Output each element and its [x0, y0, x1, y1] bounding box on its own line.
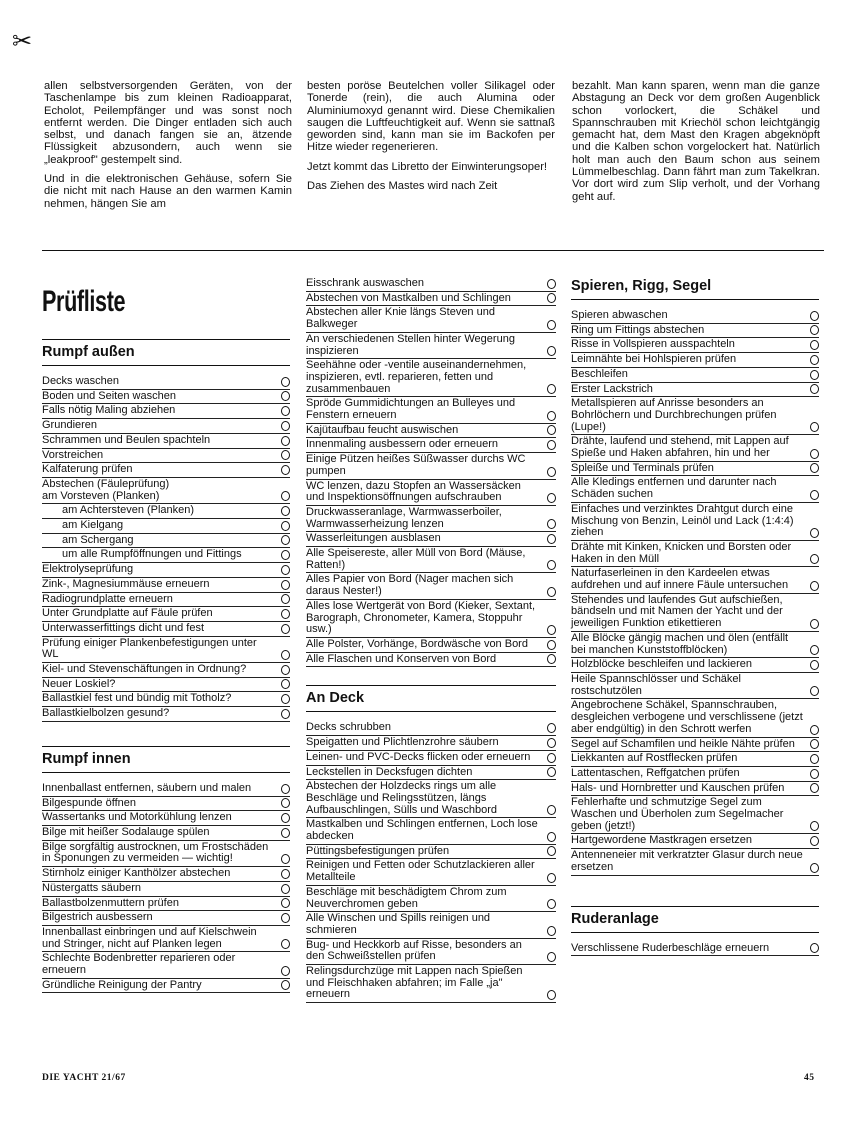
checklist-item-label: Heile Spannschlösser und Schäkel rostschutzölen: [571, 672, 741, 697]
circle-checkbox-icon[interactable]: [547, 411, 556, 421]
checklist-item[interactable]: [42, 678, 290, 693]
checklist-item[interactable]: [306, 886, 556, 912]
checklist-item[interactable]: [571, 324, 819, 339]
circle-checkbox-icon[interactable]: [281, 709, 290, 719]
checklist-item[interactable]: [42, 797, 290, 812]
circle-checkbox-icon[interactable]: [547, 926, 556, 936]
checklist-column-3: [571, 270, 819, 956]
checklist-item-label: Boden und Seiten waschen: [42, 389, 176, 402]
circle-checkbox-icon[interactable]: [281, 913, 290, 923]
checklist-item[interactable]: [42, 867, 290, 882]
circle-checkbox-icon[interactable]: [810, 311, 819, 321]
checklist-item[interactable]: [306, 547, 556, 573]
checklist-item-label: Kajütaufbau feucht auswischen: [306, 423, 459, 436]
checklist-item-label: Schrammen und Beulen spachteln: [42, 433, 211, 446]
checklist-item[interactable]: [306, 859, 556, 885]
checklist-item[interactable]: [571, 397, 819, 435]
prose-column-1: [44, 80, 292, 217]
checklist-item-label: Stehendes und laufendes Gut aufschießen, bändseln und mit Namen der Yacht und der jeweiligen Funktion etikettieren: [571, 593, 783, 630]
checklist-item-label: Gründliche Reinigung der Pantry: [42, 978, 202, 991]
circle-checkbox-icon[interactable]: [281, 854, 290, 864]
section-title-rumpf-innen: Rumpf innen: [42, 747, 290, 773]
circle-checkbox-icon[interactable]: [281, 624, 290, 634]
checklist-item[interactable]: [571, 849, 819, 875]
checklist-item[interactable]: [42, 979, 290, 994]
circle-checkbox-icon[interactable]: [281, 465, 290, 475]
checklist-item-label: Lattentaschen, Reffgatchen prüfen: [571, 766, 740, 779]
checklist-item-label: Eisschrank auswaschen: [306, 277, 425, 289]
checklist-item-label: Mastkalben und Schlingen entfernen, Loch lose abdecken: [306, 818, 538, 843]
checklist-item[interactable]: [42, 637, 290, 663]
checklist-item[interactable]: [42, 841, 290, 867]
circle-checkbox-icon[interactable]: [547, 767, 556, 777]
circle-checkbox-icon[interactable]: [547, 952, 556, 962]
checklist-item[interactable]: [571, 767, 819, 782]
checklist-item-label: Druckwasseranlage, Warmwasserboiler, Warmwasserheizung lenzen: [306, 505, 502, 530]
circle-checkbox-icon[interactable]: [547, 990, 556, 1000]
checklist-item-label: Kalfaterung prüfen: [42, 463, 133, 476]
circle-checkbox-icon[interactable]: [810, 449, 819, 459]
checklist-item-label: Abstechen von Mastkalben und Schlingen: [306, 291, 511, 304]
circle-checkbox-icon[interactable]: [547, 738, 556, 748]
checklist-item-label: Beschleifen: [571, 367, 628, 380]
checklist-item-label: Nüstergatts säubern: [42, 881, 142, 894]
checklist-item-label: Falls nötig Maling abziehen: [42, 404, 176, 417]
circle-checkbox-icon[interactable]: [810, 686, 819, 696]
circle-checkbox-icon[interactable]: [281, 377, 290, 387]
checklist-item-label: Risse in Vollspieren ausspachteln: [571, 338, 735, 351]
circle-checkbox-icon[interactable]: [810, 645, 819, 655]
checklist-item-label: Spröde Gummidichtungen an Bulleyes und Fenstern erneuern: [306, 397, 516, 422]
checklist-item[interactable]: [306, 506, 556, 532]
checklist-item-label: Ballastkielbolzen gesund?: [42, 707, 170, 720]
section-list: [42, 375, 290, 722]
checklist-item-label: am Schergang: [62, 533, 134, 546]
checklist-item-label: Decks waschen: [42, 375, 120, 387]
checklist-item-label: Drähte mit Kinken, Knicken und Borsten oder Haken in den Müll: [571, 540, 792, 565]
circle-checkbox-icon[interactable]: [810, 619, 819, 629]
circle-checkbox-icon[interactable]: [281, 565, 290, 575]
checklist-item-label: Unterwasserfittings dicht und fest: [42, 621, 205, 634]
checklist-item[interactable]: [571, 658, 819, 673]
checklist-item-label: Alle Flaschen und Konserven von Bord: [306, 652, 497, 665]
circle-checkbox-icon[interactable]: [281, 421, 290, 431]
checklist-item-label: Elektrolyseprüfung: [42, 563, 134, 576]
checklist-item-label: WC lenzen, dazu Stopfen an Wassersäcken und Inspektionsöffnungen aufschrauben: [306, 479, 521, 504]
checklist-item[interactable]: [306, 333, 556, 359]
checklist-item[interactable]: [571, 942, 819, 957]
checklist-item-label: Segel auf Schamfilen und heikle Nähte prüfen: [571, 737, 795, 750]
circle-checkbox-icon[interactable]: [547, 832, 556, 842]
paragraph: Jetzt kommt das Libretto der Einwinterungsoper!: [307, 160, 548, 173]
checklist-item[interactable]: [42, 578, 290, 593]
circle-checkbox-icon[interactable]: [810, 325, 819, 335]
circle-checkbox-icon[interactable]: [810, 554, 819, 564]
checklist-item[interactable]: [571, 541, 819, 567]
section-list: [571, 942, 819, 957]
checklist-item[interactable]: [306, 912, 556, 938]
circle-checkbox-icon[interactable]: [281, 939, 290, 949]
circle-checkbox-icon[interactable]: [547, 320, 556, 330]
page-number: 45: [804, 1073, 815, 1083]
checklist-item-label: Leimnähte bei Hohlspieren prüfen: [571, 353, 737, 366]
circle-checkbox-icon[interactable]: [547, 534, 556, 544]
checklist-item[interactable]: [42, 375, 290, 390]
circle-checkbox-icon[interactable]: [281, 436, 290, 446]
checklist-item-label: Naturfaserleinen in den Kardeelen etwas aufdrehen und auf innere Fäule untersuchen: [571, 567, 789, 592]
checklist-item[interactable]: [42, 434, 290, 449]
checklist-item-label: Relingsdurchzüge mit Lappen nach Spießen und Fleischhaken abfahren; im Falle „ja" erneuern: [306, 965, 523, 1001]
checklist-item-label: Spieren abwaschen: [571, 309, 668, 321]
circle-checkbox-icon[interactable]: [547, 805, 556, 815]
checklist-item[interactable]: [42, 692, 290, 707]
checklist-item[interactable]: [306, 424, 556, 439]
checklist-item[interactable]: [571, 368, 819, 383]
circle-checkbox-icon[interactable]: [810, 821, 819, 831]
checklist-item-label: Einfaches und verzinktes Drahtgut durch eine Mischung von Benzin, Leinöl und Lack (1:4:4) ziehen: [571, 502, 794, 539]
checklist-item[interactable]: [42, 926, 290, 952]
checklist-item-label: Bilgespunde öffnen: [42, 796, 136, 809]
circle-checkbox-icon[interactable]: [810, 739, 819, 749]
circle-checkbox-icon[interactable]: [281, 535, 290, 545]
checklist-item[interactable]: [42, 534, 290, 549]
circle-checkbox-icon[interactable]: [281, 609, 290, 619]
checklist-item[interactable]: [306, 277, 556, 292]
circle-checkbox-icon[interactable]: [281, 884, 290, 894]
checklist-item-label: um alle Rumpföffnungen und Fittings: [62, 548, 242, 561]
checklist-item[interactable]: [42, 449, 290, 464]
checklist-item[interactable]: [571, 782, 819, 797]
circle-checkbox-icon[interactable]: [281, 966, 290, 976]
checklist-item-label: Verschlissene Ruderbeschläge erneuern: [571, 941, 770, 954]
checklist-item-label: Bilgestrich ausbessern: [42, 911, 153, 924]
prose-column-3: [572, 80, 820, 210]
checklist-item[interactable]: [42, 519, 290, 534]
circle-checkbox-icon[interactable]: [810, 581, 819, 591]
circle-checkbox-icon[interactable]: [281, 650, 290, 660]
checklist-item[interactable]: [571, 383, 819, 398]
circle-checkbox-icon[interactable]: [547, 654, 556, 664]
circle-checkbox-icon[interactable]: [281, 898, 290, 908]
checklist-title: Prüfliste: [42, 285, 126, 318]
checklist-item-label: Innenballast einbringen und auf Kielschwein und Stringer, nicht auf Planken legen: [42, 925, 257, 950]
checklist-item[interactable]: [571, 309, 819, 324]
checklist-item-label: Spleiße und Terminals prüfen: [571, 461, 714, 474]
circle-checkbox-icon[interactable]: [547, 640, 556, 650]
checklist-item-label: Grundieren: [42, 419, 98, 432]
checklist-item-label: Prüfung einiger Plankenbefestigungen unter WL: [42, 636, 257, 661]
circle-checkbox-icon[interactable]: [281, 450, 290, 460]
divider-rule: [42, 250, 824, 251]
circle-checkbox-icon[interactable]: [810, 463, 819, 473]
circle-checkbox-icon[interactable]: [547, 279, 556, 289]
checklist-item[interactable]: [42, 811, 290, 826]
circle-checkbox-icon[interactable]: [810, 769, 819, 779]
circle-checkbox-icon[interactable]: [281, 798, 290, 808]
circle-checkbox-icon[interactable]: [281, 980, 290, 990]
footer-magazine: DIE YACHT 21/67: [42, 1073, 126, 1083]
circle-checkbox-icon[interactable]: [547, 346, 556, 356]
checklist-item-label: Alle Winschen und Spills reinigen und schmieren: [306, 912, 491, 936]
circle-checkbox-icon[interactable]: [547, 753, 556, 763]
checklist-item[interactable]: [42, 882, 290, 897]
circle-checkbox-icon[interactable]: [810, 863, 819, 873]
circle-checkbox-icon[interactable]: [547, 493, 556, 503]
circle-checkbox-icon[interactable]: [547, 440, 556, 450]
checklist-item[interactable]: [306, 653, 556, 668]
checklist-item-label: Stirnholz einiger Kanthölzer abstechen: [42, 867, 231, 880]
circle-checkbox-icon[interactable]: [810, 783, 819, 793]
checklist-item-label: Alle Polster, Vorhänge, Bordwäsche von Bord: [306, 637, 528, 650]
checklist-item[interactable]: [571, 476, 819, 502]
checklist-item[interactable]: [306, 453, 556, 479]
checklist-item-label: Abstechen (Fäuleprüfung) am Vorsteven (Planken): [42, 477, 170, 502]
circle-checkbox-icon[interactable]: [281, 828, 290, 838]
checklist-item[interactable]: [306, 359, 556, 397]
circle-checkbox-icon[interactable]: [547, 899, 556, 909]
checklist-item-label: Bilge mit heißer Sodalauge spülen: [42, 825, 210, 838]
checklist-item[interactable]: [42, 404, 290, 419]
circle-checkbox-icon[interactable]: [547, 560, 556, 570]
checklist-item-label: Bug- und Heckkorb auf Risse, besonders an den Schweißstellen prüfen: [306, 938, 522, 963]
checklist-item[interactable]: [306, 818, 556, 844]
checklist-item[interactable]: [571, 435, 819, 461]
checklist-item-label: Ring um Fittings abstechen: [571, 323, 705, 336]
checklist-item-label: Alle Kledings entfernen und darunter nach Schäden suchen: [571, 476, 777, 501]
circle-checkbox-icon[interactable]: [810, 370, 819, 380]
checklist-item[interactable]: [306, 306, 556, 332]
circle-checkbox-icon[interactable]: [810, 943, 819, 953]
circle-checkbox-icon[interactable]: [810, 384, 819, 394]
checklist-item-label: Wasserleitungen ausblasen: [306, 532, 441, 545]
checklist-column-2: [306, 277, 556, 1003]
checklist-item[interactable]: [42, 463, 290, 478]
circle-checkbox-icon[interactable]: [547, 873, 556, 883]
paragraph: Das Ziehen des Mastes wird nach Zeit: [307, 180, 498, 193]
checklist-item[interactable]: [571, 503, 819, 541]
checklist-item[interactable]: [306, 532, 556, 547]
circle-checkbox-icon[interactable]: [547, 519, 556, 529]
checklist-item[interactable]: [42, 707, 290, 722]
checklist-item[interactable]: [42, 504, 290, 519]
checklist-item[interactable]: [42, 782, 290, 797]
checklist-item-label: Abstechen aller Knie längs Steven und Balkweger: [306, 306, 495, 331]
checklist-item-label: Wassertanks und Motorkühlung lenzen: [42, 811, 232, 824]
checklist-item-label: Radiogrundplatte erneuern: [42, 592, 173, 605]
checklist-item[interactable]: [571, 699, 819, 737]
circle-checkbox-icon[interactable]: [281, 665, 290, 675]
checklist-item-label: Vorstreichen: [42, 448, 104, 461]
circle-checkbox-icon[interactable]: [281, 869, 290, 879]
checklist-item-label: Bilge sorgfältig austrocknen, um Frostschäden in Sponungen zu vermeiden — wichtig!: [42, 840, 269, 865]
paragraph: bezahlt. Man kann sparen, wenn man die ganze Abstagung an Deck vor dem großen Augenblick schon vorlockert, die Schäkel und Spannschrauben mit Kriechöl schon leichtgängig gemacht hat, dem Mast den Kragen abgeknöpft und die Kalben schon vorgelockert hat. Natürlich holt man auch den Baum schon aus seinem Lümmelbeschlag. Dann fährt man zum Takelkran. Vor dort wird zum Slip verholt, und der Vorhang geht auf.: [572, 80, 820, 203]
paragraph: allen selbstversorgenden Geräten, von der Taschenlampe bis zum kleinen Radioapparat, Echolot, Peilempfänger und was sonst noch entfernt werden. Die Dinger entladen sich auch selbst, und danach fangen sie an, ätzende Flüssigkeit abzusondern, auch wenn sie „leakproof" gestempelt sind.: [44, 80, 292, 166]
checklist-item-label: Hals- und Hornbretter und Kauschen prüfen: [571, 781, 785, 794]
checklist-item[interactable]: [571, 738, 819, 753]
checklist-item-label: Püttingsbefestigungen prüfen: [306, 844, 450, 857]
checklist-item[interactable]: [306, 638, 556, 653]
paragraph: besten poröse Beutelchen voller Silikagel oder Tonerde (rein), die auch Alumina oder Aluminiumoxyd genannt wird. Diese Chemikalien saugen die Luftfeuchtigkeit auf. Wenn sie sattnaß geworden sind, kann man sie im Backofen per Hitze wieder regenerieren.: [307, 80, 555, 154]
section-title-ruderanlage: Ruderanlage: [571, 907, 819, 933]
circle-checkbox-icon[interactable]: [547, 384, 556, 394]
checklist-item[interactable]: [306, 600, 556, 638]
section-title-spieren: Spieren, Rigg, Segel: [571, 270, 819, 300]
checklist-item[interactable]: [571, 462, 819, 477]
circle-checkbox-icon[interactable]: [547, 846, 556, 856]
circle-checkbox-icon[interactable]: [810, 490, 819, 500]
circle-checkbox-icon[interactable]: [281, 506, 290, 516]
circle-checkbox-icon[interactable]: [281, 679, 290, 689]
checklist-item[interactable]: [42, 607, 290, 622]
checklist-item[interactable]: [571, 567, 819, 593]
checklist-item-label: Alle Speisereste, aller Müll von Bord (Mäuse, Ratten!): [306, 547, 526, 571]
circle-checkbox-icon[interactable]: [281, 550, 290, 560]
checklist-item[interactable]: [571, 353, 819, 368]
checklist-column-1: [42, 275, 290, 993]
circle-checkbox-icon[interactable]: [281, 406, 290, 416]
checklist-item[interactable]: [42, 622, 290, 637]
checklist-item-label: Zink-, Magnesiummäuse erneuern: [42, 577, 210, 590]
checklist-item-label: Ballastkiel fest und bündig mit Totholz?: [42, 692, 232, 705]
checklist-item[interactable]: [571, 796, 819, 834]
checklist-item-label: Hartgewordene Mastkragen ersetzen: [571, 834, 752, 847]
checklist-item[interactable]: [42, 826, 290, 841]
checklist-item-label: Metallspieren auf Anrisse besonders an Bohrlöchern und Durchbrechungen prüfen (Lupe!): [571, 397, 777, 433]
checklist-item-label: Antenneneier mit verkratzter Glasur durch neue ersetzen: [571, 849, 803, 873]
circle-checkbox-icon[interactable]: [547, 425, 556, 435]
checklist-item-label: Ballastbolzenmuttern prüfen: [42, 896, 179, 909]
circle-checkbox-icon[interactable]: [281, 521, 290, 531]
checklist-item-label: Leinen- und PVC-Decks flicken oder erneuern: [306, 750, 531, 763]
checklist-item-label: Kiel- und Stevenschäftungen in Ordnung?: [42, 663, 247, 676]
checklist-item[interactable]: [42, 952, 290, 978]
circle-checkbox-icon[interactable]: [810, 725, 819, 735]
checklist-item[interactable]: [42, 390, 290, 405]
checklist-item-label: Alles lose Wertgerät von Bord (Kieker, Sextant, Barograph, Chronometer, Kamera, Stoppuhr usw.): [306, 599, 536, 636]
checklist-item-label: Schlechte Bodenbretter reparieren oder erneuern: [42, 952, 236, 977]
checklist-item-label: Alle Blöcke gängig machen und ölen (entfällt bei manchen Kunststoffblöcken): [571, 631, 789, 656]
checklist-item[interactable]: [306, 751, 556, 766]
scissors-icon: ✂: [12, 28, 33, 55]
checklist-item[interactable]: [306, 939, 556, 965]
circle-checkbox-icon[interactable]: [810, 422, 819, 432]
circle-checkbox-icon[interactable]: [810, 754, 819, 764]
checklist-item[interactable]: [306, 736, 556, 751]
checklist-item-label: Innenmaling ausbessern oder erneuern: [306, 438, 499, 451]
checklist-item[interactable]: [306, 845, 556, 860]
checklist-item-label: Abstechen der Holzdecks rings um alle Beschläge und Relingsstützen, längs Aufbauschlingen, Sülls und Waschbord: [306, 780, 497, 816]
circle-checkbox-icon[interactable]: [281, 813, 290, 823]
circle-checkbox-icon[interactable]: [810, 528, 819, 538]
circle-checkbox-icon[interactable]: [810, 836, 819, 846]
checklist-item-label: Seehähne oder -ventile auseinandernehmen, inspizieren, evtl. reparieren, fetten und zusammenbauen: [306, 359, 527, 395]
checklist-item-label: Alles Papier von Bord (Nager machen sich daraus Nester!): [306, 573, 514, 598]
circle-checkbox-icon[interactable]: [547, 625, 556, 635]
circle-checkbox-icon[interactable]: [547, 293, 556, 303]
checklist-item[interactable]: [306, 965, 556, 1003]
checklist-item[interactable]: [306, 292, 556, 307]
circle-checkbox-icon[interactable]: [810, 660, 819, 670]
checklist-item-label: Decks schrubben: [306, 721, 391, 734]
circle-checkbox-icon[interactable]: [547, 723, 556, 733]
circle-checkbox-icon[interactable]: [281, 784, 290, 794]
checklist-item-label: am Achtersteven (Planken): [62, 504, 195, 517]
checklist-item[interactable]: [42, 897, 290, 912]
checklist-item[interactable]: [306, 573, 556, 599]
checklist-item[interactable]: [571, 834, 819, 849]
checklist-item[interactable]: [42, 911, 290, 926]
checklist-item-label: Unter Grundplatte auf Fäule prüfen: [42, 607, 213, 620]
checklist-item-label: Liekkanten auf Rostflecken prüfen: [571, 752, 738, 765]
checklist-item[interactable]: [42, 478, 290, 504]
checklist-item[interactable]: [42, 419, 290, 434]
checklist-item-label: am Kielgang: [62, 519, 124, 532]
circle-checkbox-icon[interactable]: [547, 467, 556, 477]
checklist-item[interactable]: [42, 593, 290, 608]
checklist-item-label: An verschiedenen Stellen hinter Wegerung inspizieren: [306, 332, 515, 357]
checklist-item[interactable]: [306, 480, 556, 506]
checklist-item[interactable]: [42, 548, 290, 563]
section-list: [571, 309, 819, 876]
checklist-item[interactable]: [571, 673, 819, 699]
section-title-rumpf-aussen: Rumpf außen: [42, 340, 290, 366]
circle-checkbox-icon[interactable]: [281, 391, 290, 401]
checklist-item-label: Neuer Loskiel?: [42, 677, 116, 690]
section-title-an-deck: An Deck: [306, 686, 556, 712]
checklist-item-label: Reinigen und Fetten oder Schutzlackieren aller Metallteile: [306, 859, 535, 884]
section-list: [306, 277, 556, 667]
checklist-item-label: Angebrochene Schäkel, Spannschrauben, desgleichen verbogene und verschlissene (jetzt aber endgültig) in den Schrott werfen: [571, 699, 803, 735]
checklist-item-label: Einige Pützen heißes Süßwasser durchs WC pumpen: [306, 453, 526, 477]
checklist-item-label: Holzblöcke beschleifen und lackieren: [571, 658, 752, 671]
checklist-item[interactable]: [306, 721, 556, 736]
circle-checkbox-icon[interactable]: [810, 355, 819, 365]
checklist-item[interactable]: [306, 766, 556, 781]
checklist-item[interactable]: [571, 752, 819, 767]
checklist-item-label: Beschläge mit beschädigtem Chrom zum Neuverchromen geben: [306, 885, 507, 910]
circle-checkbox-icon[interactable]: [810, 340, 819, 350]
circle-checkbox-icon[interactable]: [281, 594, 290, 604]
circle-checkbox-icon[interactable]: [281, 694, 290, 704]
section-list: [42, 782, 290, 994]
checklist-item[interactable]: [571, 338, 819, 353]
checklist-item[interactable]: [571, 632, 819, 658]
circle-checkbox-icon[interactable]: [281, 580, 290, 590]
checklist-item-label: Drähte, laufend und stehend, mit Lappen auf Spieße und Haken abfahren, hin und her: [571, 435, 789, 460]
checklist-item[interactable]: [306, 438, 556, 453]
checklist-item[interactable]: [571, 594, 819, 632]
paragraph: Und in die elektronischen Gehäuse, sofern Sie die nicht mit nach Hause an den warmen Kamin nehmen, hängen Sie am: [44, 173, 292, 210]
circle-checkbox-icon[interactable]: [547, 587, 556, 597]
checklist-item-label: Leckstellen in Decksfugen dichten: [306, 765, 473, 778]
checklist-item-label: Innenballast entfernen, säubern und malen: [42, 781, 252, 794]
prose-column-2: [307, 80, 555, 199]
checklist-item-label: Speigatten und Plichtlenzrohre säubern: [306, 736, 499, 749]
checklist-item[interactable]: [42, 663, 290, 678]
section-list: [306, 721, 556, 1003]
checklist-item[interactable]: [306, 780, 556, 818]
checklist-item-label: Fehlerhafte und schmutzige Segel zum Waschen und Überholen zum Segelmacher geben (jetzt!): [571, 796, 784, 832]
checklist-item-label: Erster Lackstrich: [571, 382, 653, 395]
circle-checkbox-icon[interactable]: [281, 491, 290, 501]
checklist-item[interactable]: [42, 563, 290, 578]
checklist-item[interactable]: [306, 397, 556, 423]
